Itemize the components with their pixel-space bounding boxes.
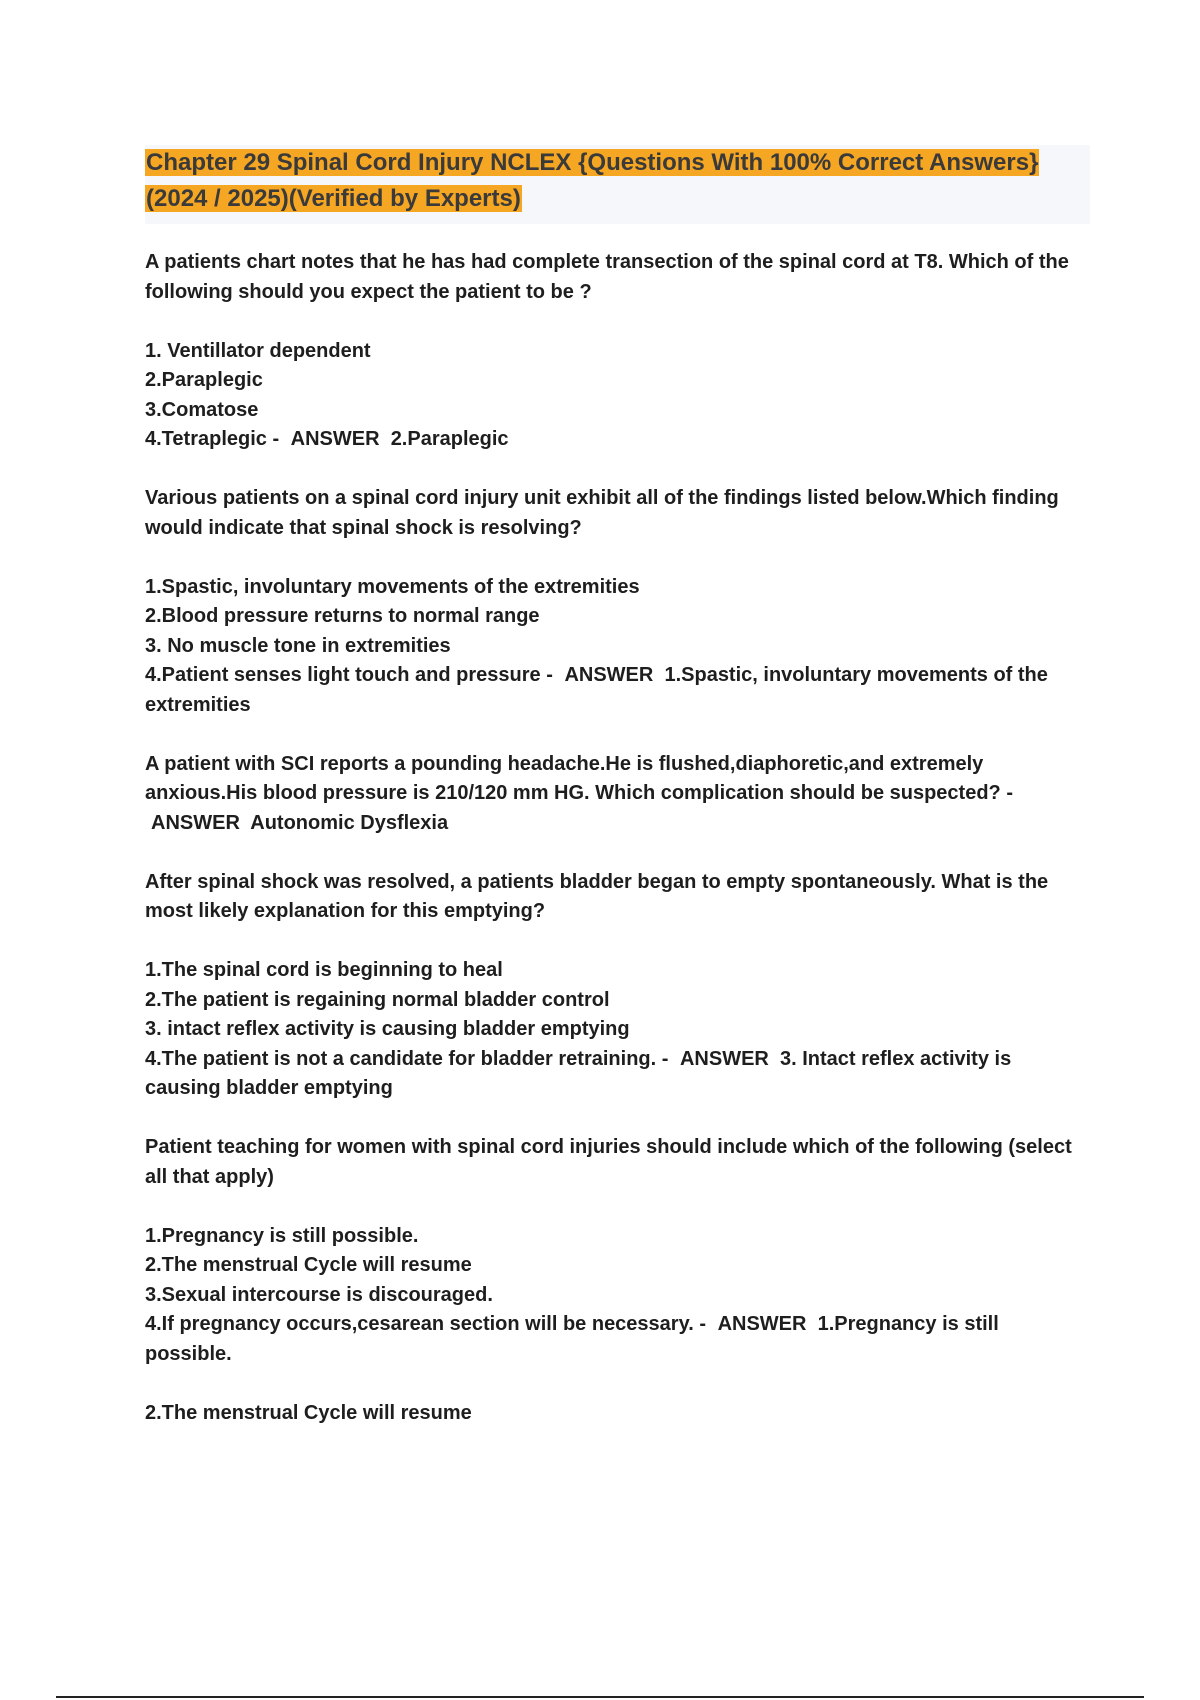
option-list — [145, 337, 1090, 455]
option-item-with-answer — [145, 1045, 1090, 1104]
answer-text: Autonomic Dysflexia — [250, 811, 449, 834]
question-block — [145, 484, 1090, 720]
page-bottom-rule — [56, 1696, 1144, 1698]
question-block — [145, 248, 1090, 455]
question-text: A patients chart notes that he has had complete transection of the spinal cord at T8. Which of the following should you expect the patient to be ? — [145, 251, 1069, 303]
option-item-with-answer — [145, 425, 1090, 455]
page-title — [145, 145, 1090, 217]
answer-text: 3. Intact reflex activity is causing bladder emptying — [145, 1047, 1012, 1099]
option-list — [145, 573, 1090, 721]
option-text: 4.Patient senses light touch and pressure - — [145, 664, 559, 686]
question-block — [145, 750, 1090, 839]
option-item: 2.The menstrual Cycle will resume — [145, 1254, 472, 1276]
trailing-answer-line: 2.The menstrual Cycle will resume — [145, 1401, 472, 1424]
question-text: Various patients on a spinal cord injury unit exhibit all of the findings listed below.Which finding would indicate that spinal shock is resolving? — [145, 487, 1059, 539]
question-text: After spinal shock was resolved, a patients bladder began to empty spontaneously. What is the most likely explanation for this emptying? — [145, 870, 1049, 922]
option-item: 1. Ventillator dependent — [145, 339, 371, 362]
answer-label: ANSWER — [151, 811, 240, 834]
option-text: 4.If pregnancy occurs,cesarean section will be necessary. - — [145, 1313, 712, 1335]
answer-label: ANSWER — [717, 1313, 807, 1335]
answer-text: 2.Paraplegic — [390, 428, 509, 450]
answer-label: ANSWER — [564, 664, 654, 686]
option-item: 1.The spinal cord is beginning to heal — [145, 959, 503, 981]
option-text: 4.Tetraplegic - — [145, 428, 285, 450]
option-list — [145, 1222, 1090, 1370]
option-item: 3.Sexual intercourse is discouraged. — [145, 1283, 493, 1306]
question-with-answer — [145, 750, 1090, 839]
option-item: 2.The patient is regaining normal bladder control — [145, 988, 610, 1011]
title-block — [145, 145, 1090, 224]
answer-text: 1.Spastic, involuntary movements of the extremities — [145, 664, 1048, 716]
question-text: Patient teaching for women with spinal cord injuries should include which of the following (select all that apply) — [145, 1136, 1072, 1188]
option-item-with-answer — [145, 1310, 1090, 1369]
option-item: 3. intact reflex activity is causing bladder emptying — [145, 1018, 630, 1040]
option-list — [145, 956, 1090, 1104]
option-text: 4.The patient is not a candidate for bladder retraining. - — [145, 1047, 674, 1070]
answer-text: 1.Pregnancy is still possible. — [145, 1313, 999, 1365]
document-body — [145, 248, 1090, 1428]
option-item-with-answer — [145, 661, 1090, 720]
option-item: 1.Spastic, involuntary movements of the extremities — [145, 575, 640, 598]
answer-label: ANSWER — [679, 1047, 769, 1070]
option-item: 3.Comatose — [145, 398, 259, 421]
answer-label: ANSWER — [290, 428, 380, 450]
option-item: 1.Pregnancy is still possible. — [145, 1224, 419, 1247]
option-item: 2.Paraplegic — [145, 369, 263, 391]
question-text: A patient with SCI reports a pounding headache.He is flushed,diaphoretic,and extremely anxious.His blood pressure is 210/120 mm HG. Which complication should be suspected? - — [145, 752, 1013, 804]
question-block — [145, 868, 1090, 1104]
option-item: 2.Blood pressure returns to normal range — [145, 605, 540, 627]
option-item: 3. No muscle tone in extremities — [145, 634, 451, 657]
question-block — [145, 1133, 1090, 1369]
title-highlight: Chapter 29 Spinal Cord Injury NCLEX {Questions With 100% Correct Answers} (2024 / 2025)(Verified by Experts) — [146, 149, 1039, 212]
